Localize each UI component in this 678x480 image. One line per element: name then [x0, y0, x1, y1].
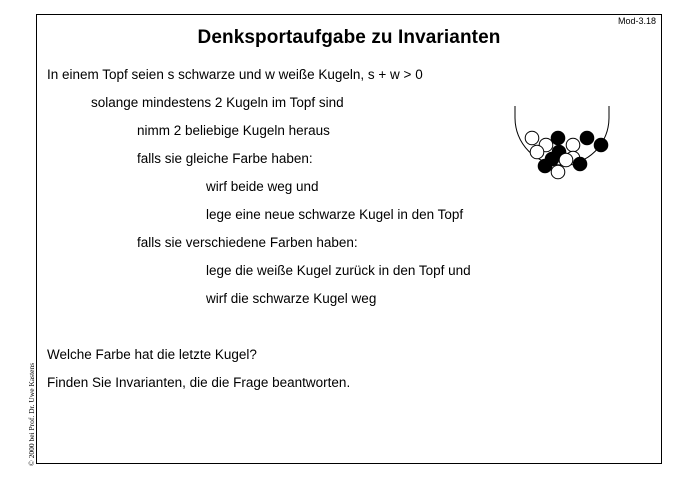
white-ball	[566, 138, 580, 152]
white-ball	[559, 153, 573, 167]
return-white-line: lege die weiße Kugel zurück in den Topf und	[206, 263, 471, 278]
black-ball	[580, 131, 594, 145]
task-line: Finden Sie Invarianten, die die Frage beantworten.	[47, 375, 351, 390]
pot-illustration	[510, 104, 614, 184]
page-title: Denksportaufgabe zu Invarianten	[197, 27, 501, 48]
loop-line: solange mindestens 2 Kugeln im Topf sind	[91, 95, 344, 110]
add-black-line: lege eine neue schwarze Kugel in den Topf	[206, 207, 464, 222]
black-ball	[545, 152, 559, 166]
diff-color-line: falls sie verschiedene Farben haben:	[137, 235, 358, 250]
black-ball	[551, 131, 565, 145]
intro-line: In einem Topf seien s schwarze und w weiße Kugeln, s + w > 0	[47, 67, 423, 82]
copyright-note: © 2000 bei Prof. Dr. Uwe Kastens	[27, 362, 36, 466]
white-ball	[525, 131, 539, 145]
black-ball	[594, 138, 608, 152]
discard-both-line: wirf beide weg und	[206, 179, 319, 194]
discard-black-line: wirf die schwarze Kugel weg	[206, 291, 377, 306]
white-ball	[551, 165, 565, 179]
white-ball	[530, 145, 544, 159]
black-ball	[573, 157, 587, 171]
take-line: nimm 2 beliebige Kugeln heraus	[137, 123, 330, 138]
slide-id: Mod-3.18	[617, 16, 656, 26]
same-color-line: falls sie gleiche Farbe haben:	[137, 151, 313, 166]
question-line: Welche Farbe hat die letzte Kugel?	[47, 347, 257, 362]
